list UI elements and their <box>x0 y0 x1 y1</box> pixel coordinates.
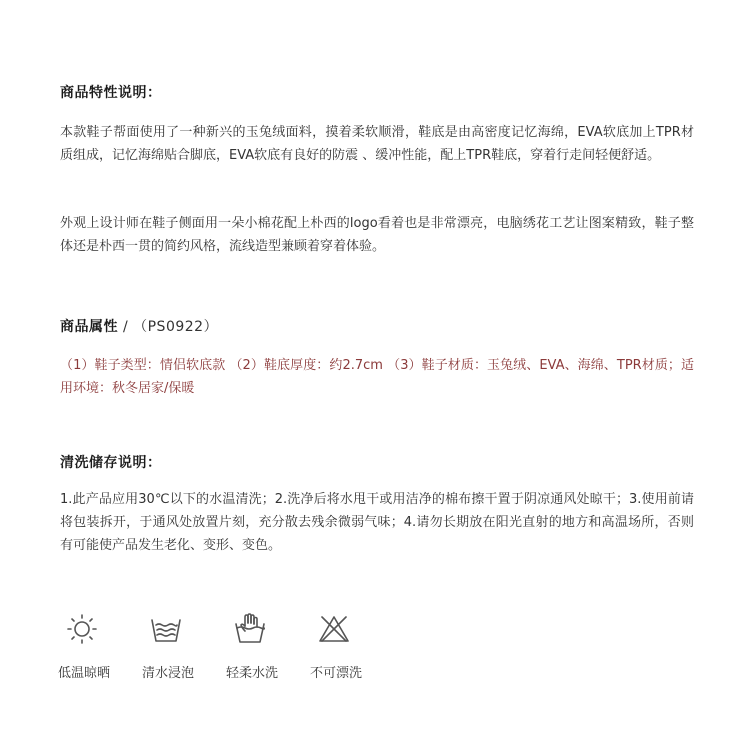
care-title: 清洗储存说明： <box>60 455 162 471</box>
features-title: 商品特性说明： <box>60 85 162 101</box>
care-item-soak <box>142 612 206 682</box>
features-paragraph-1: 本款鞋子帮面使用了一种新兴的玉兔绒面料，摸着柔软顺滑，鞋底是由高密度记忆海绵，EVA软底加上TPR材质组成，记忆海绵贴合脚底，EVA软底有良好的防震 、缓冲性能，配上TPR鞋底，穿着行走间轻便舒适。 <box>60 125 694 163</box>
sun-icon <box>65 612 99 646</box>
care-label: 轻柔水洗 <box>226 666 279 681</box>
attributes-code: / （PS0922） <box>118 319 219 335</box>
no-bleach-icon <box>317 612 351 646</box>
care-item-gentle-wash <box>226 612 290 682</box>
attributes-text: （1）鞋子类型：情侣软底款 （2）鞋底厚度：约2.7cm （3）鞋子材质：玉兔绒、EVA、海绵、TPR材质；适用环境：秋冬居家/保暖 <box>60 358 694 396</box>
features-paragraph-2: 外观上设计师在鞋子侧面用一朵小棉花配上朴西的logo看着也是非常漂亮，电脑绣花工艺让图案精致，鞋子整体还是朴西一贯的简约风格，流线造型兼顾着穿着体验。 <box>60 216 694 254</box>
attributes-title <box>60 316 218 336</box>
care-label: 不可漂洗 <box>310 666 363 681</box>
water-basin-icon <box>149 612 183 646</box>
care-label: 清水浸泡 <box>142 666 195 681</box>
hand-wash-icon <box>233 612 267 646</box>
attributes-title-label: 商品属性 <box>60 319 118 335</box>
care-icons-row <box>58 612 378 682</box>
care-label: 低温晾晒 <box>58 666 111 681</box>
care-text: 1.此产品应用30℃以下的水温清洗；2.洗净后将水甩干或用洁净的棉布擦干置于阴凉通风处晾干；3.使用前请将包装拆开，于通风处放置片刻，充分散去残余微弱气味；4.请勿长期放在阳光直射的地方和高温场所，否则有可能使产品发生老化、变形、变色。 <box>60 492 694 553</box>
care-item-low-temp-dry <box>58 612 122 682</box>
care-item-no-bleach <box>310 612 374 682</box>
